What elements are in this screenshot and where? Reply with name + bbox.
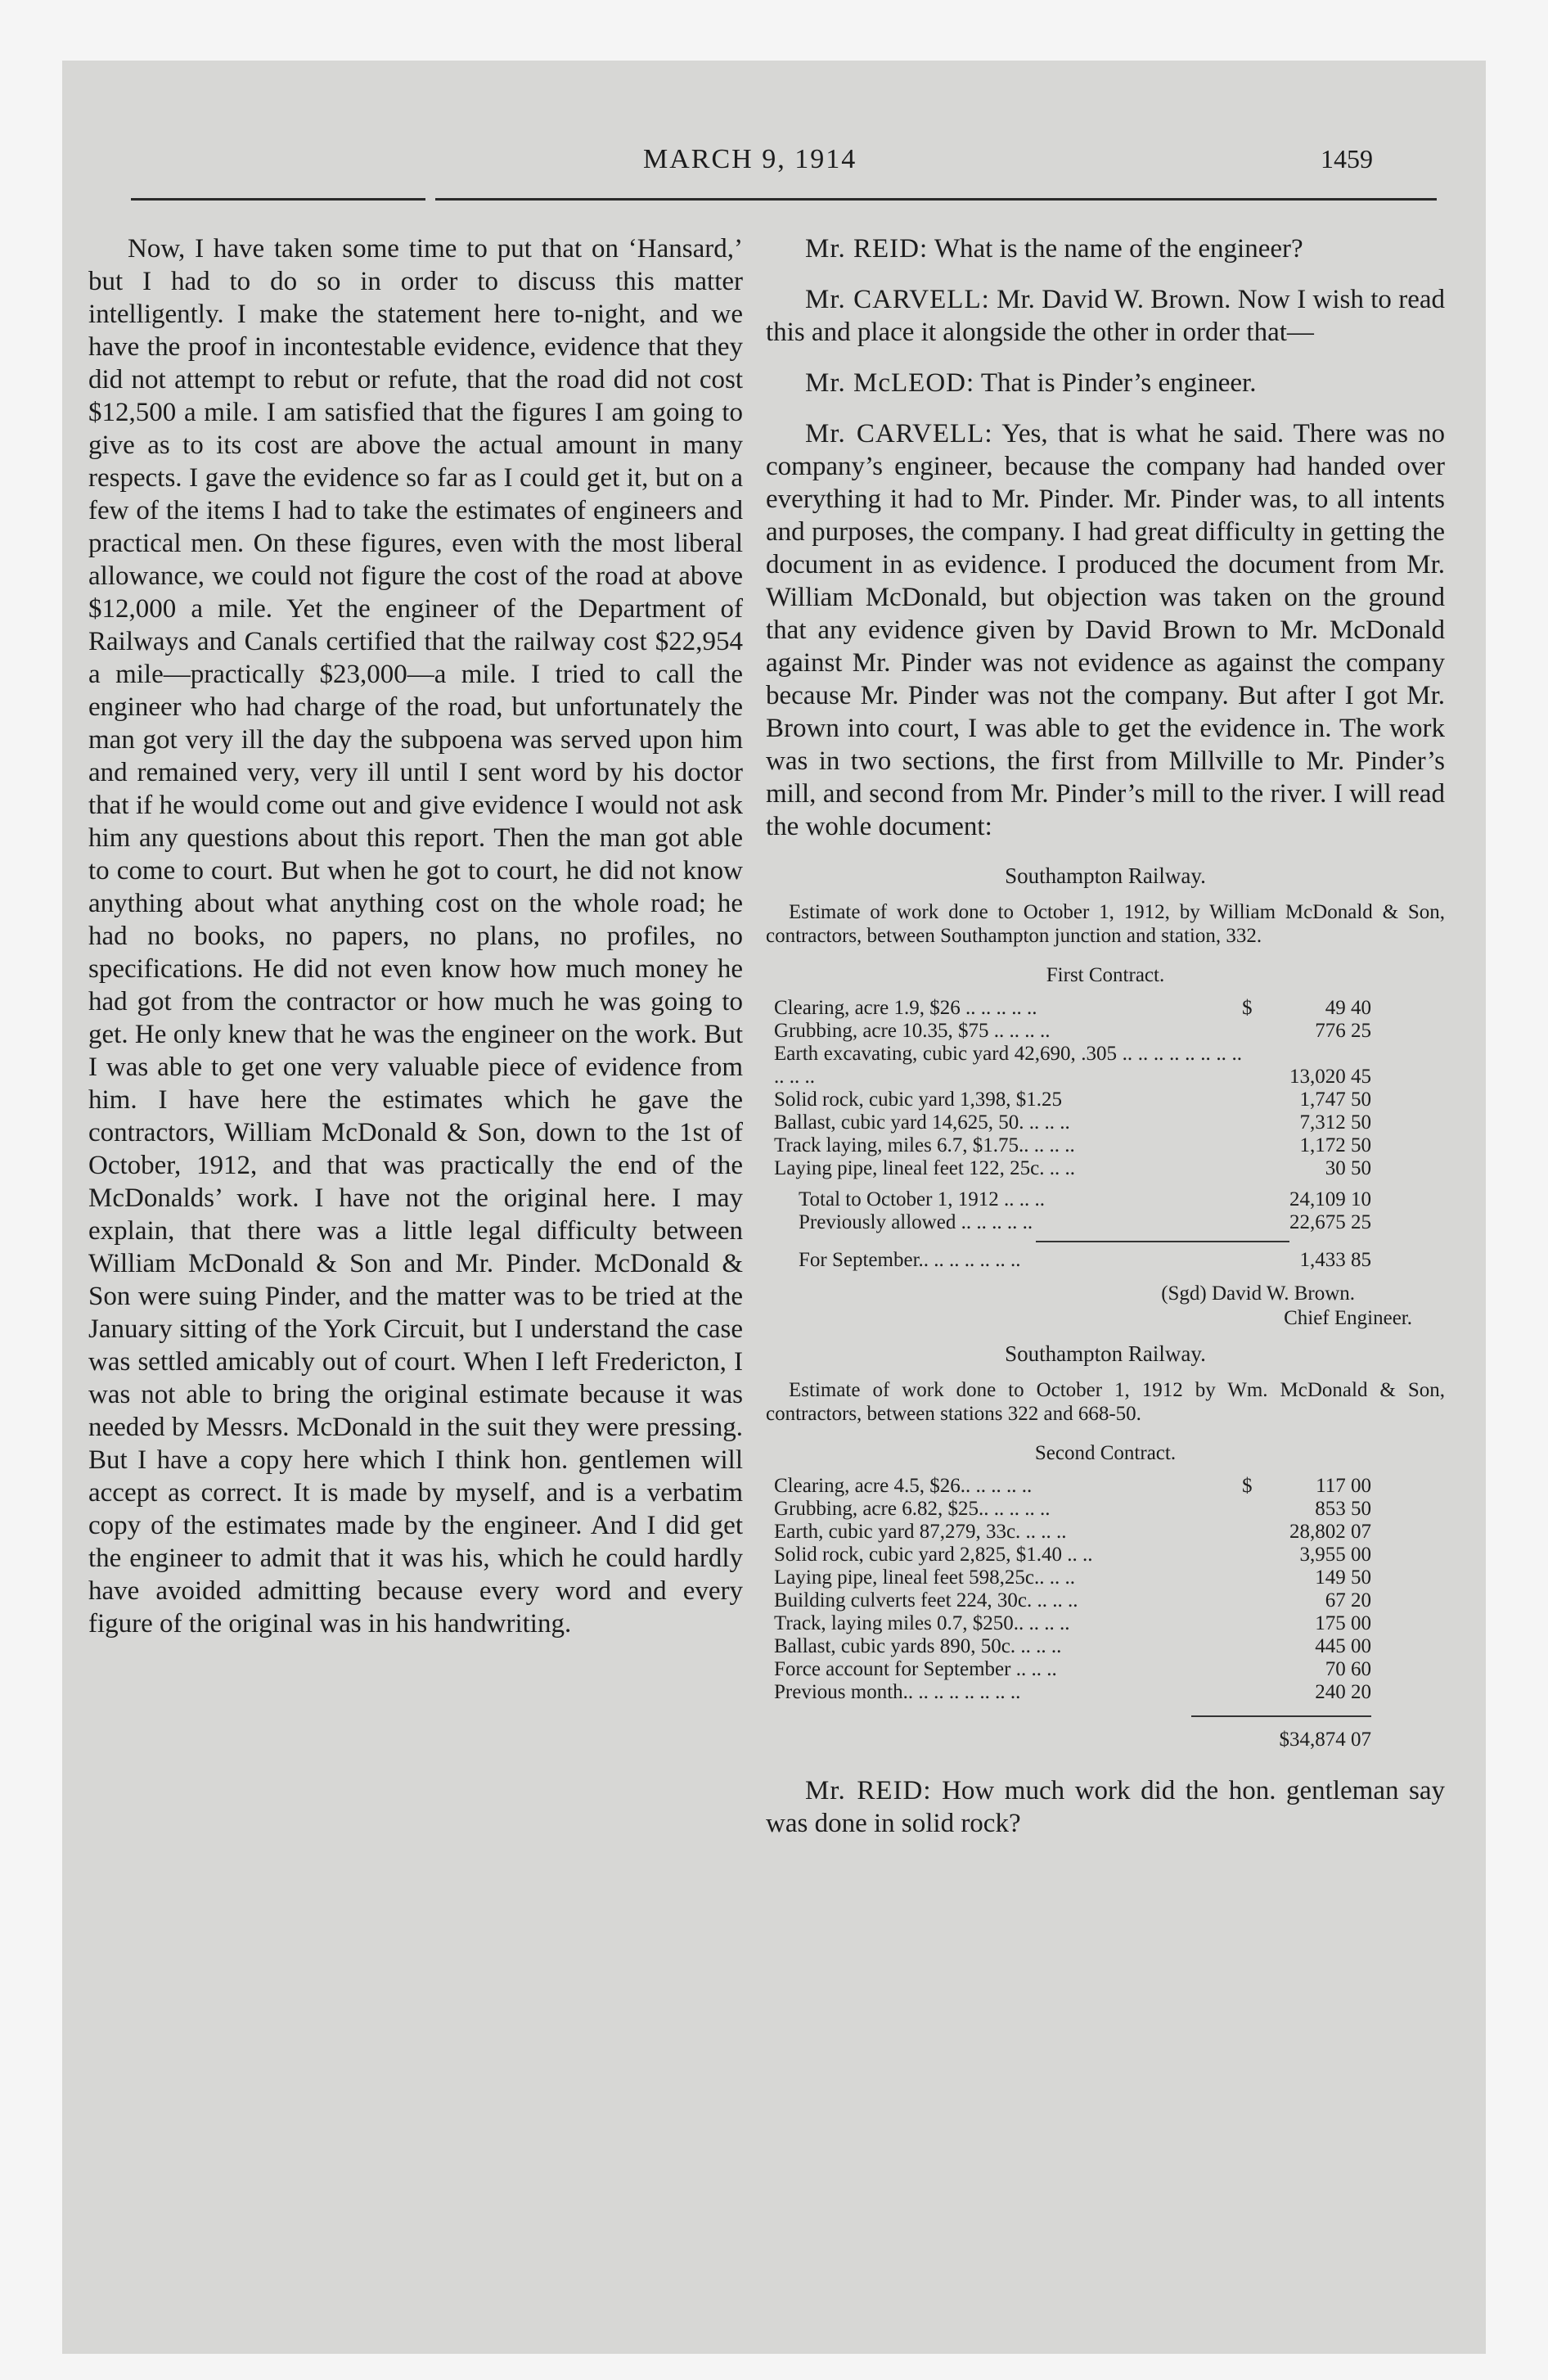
table-row [774, 1043, 1371, 1089]
speaker-name: Mr. McLEOD: [805, 368, 975, 398]
table-row [774, 1111, 1371, 1134]
september-label: For September.. .. .. .. .. .. .. [799, 1249, 1021, 1271]
item-label: Track, laying miles 0.7, $250.. .. .. .. [774, 1612, 1070, 1634]
table-row [774, 1635, 1371, 1658]
spacer [1242, 1180, 1257, 1211]
dollar-sign [1242, 1658, 1257, 1681]
exchange-carvell-2 [766, 417, 1445, 843]
item-amount: 7,312 50 [1299, 1111, 1371, 1134]
estimate-second-contract [766, 1337, 1445, 1756]
sum-divider [1036, 1241, 1289, 1242]
table-row [774, 1681, 1371, 1704]
exchange-carvell-1 [766, 283, 1445, 349]
september-amount: 1,433 85 [1299, 1249, 1371, 1271]
total-divider [1191, 1715, 1371, 1717]
item-amount: 28,802 07 [1289, 1521, 1371, 1543]
speech-text: Yes, that is what he said. There was no company’s engineer, because the company had handed over everything it had to Mr. Pinder. Mr. Pinder was, to all intents and purposes, the company. I had great difficulty in getting the document in as evidence. I produced the document from Mr. William McDonald, but objection was taken on the ground that any evidence given by David Brown to Mr. McDonald against Mr. Pinder was not evidence as against the company because Mr. Pinder was not the company. But after I got Mr. Brown into court, I was able to get the evidence in. The work was in two sections, the first from Millville to Mr. Pinder’s mill, and second from Mr. Pinder’s mill to the river. I will read the wohle document: [766, 419, 1445, 841]
table-row [774, 1498, 1371, 1521]
spacer [1242, 1249, 1257, 1272]
item-label: Ballast, cubic yards 890, 50c. .. .. .. [774, 1635, 1062, 1657]
dollar-sign [1242, 1157, 1257, 1180]
dollar-sign [1242, 1544, 1257, 1566]
dollar-sign [1242, 1635, 1257, 1658]
total-row [774, 1180, 1371, 1211]
item-label: Previous month.. .. .. .. .. .. .. .. [774, 1681, 1021, 1703]
table-row [774, 1521, 1371, 1544]
left-column [88, 232, 743, 1658]
item-label: Laying pipe, lineal feet 122, 25c. .. .. [774, 1157, 1075, 1179]
table-row [774, 1566, 1371, 1589]
speech-text: Mr. David W. Brown. Now I wish to read this and place it alongside the other in order that— [766, 285, 1445, 347]
allowed-row [774, 1211, 1371, 1234]
total-label: Total to October 1, 1912 .. .. .. [799, 1188, 1045, 1210]
exchange-reid-closing [766, 1774, 1445, 1840]
item-amount: 117 00 [1316, 1475, 1371, 1497]
speech-text: How much work did the hon. gentleman say was done in solid rock? [766, 1776, 1446, 1838]
item-label: Clearing, acre 1.9, $26 .. .. .. .. .. [774, 997, 1037, 1019]
contract-subtitle: First Contract. [1046, 964, 1165, 986]
signature-name: (Sgd) David W. Brown. [1161, 1282, 1355, 1305]
grand-total: $34,874 07 [1279, 1729, 1371, 1751]
page-number: 1459 [1321, 144, 1373, 174]
speaker-name: Mr. REID: [805, 1776, 932, 1805]
allowed-amount: 22,675 25 [1289, 1211, 1371, 1233]
table-row [774, 1020, 1371, 1043]
item-amount: 67 20 [1325, 1589, 1371, 1611]
table-row [774, 1612, 1371, 1635]
speech-text: That is Pinder’s engineer. [980, 368, 1257, 398]
item-label: Solid rock, cubic yard 2,825, $1.40 .. .. [774, 1544, 1093, 1566]
item-amount: 70 60 [1325, 1658, 1371, 1680]
dollar-sign [1242, 1566, 1257, 1589]
item-label: Ballast, cubic yard 14,625, 50. .. .. .. [774, 1111, 1070, 1134]
speaker-name: Mr. CARVELL: [805, 285, 990, 314]
speaker-name: Mr. REID: [805, 234, 929, 264]
table-row [774, 1089, 1371, 1111]
item-amount: 853 50 [1315, 1498, 1371, 1520]
item-amount: 49 40 [1325, 997, 1371, 1019]
speech-text: What is the name of the engineer? [934, 234, 1303, 264]
dollar-sign [1242, 1043, 1257, 1089]
table-row [774, 1134, 1371, 1157]
item-label: Clearing, acre 4.5, $26.. .. .. .. .. [774, 1475, 1033, 1497]
item-amount: 1,172 50 [1299, 1134, 1371, 1156]
item-label: Grubbing, acre 6.82, $25.. .. .. .. .. [774, 1498, 1051, 1520]
dollar-sign [1242, 1612, 1257, 1635]
dollar-sign [1242, 1111, 1257, 1134]
dollar-sign [1242, 1498, 1257, 1521]
exchange-mcleod [766, 367, 1445, 399]
speech-paragraph: Now, I have taken some time to put that on ‘Hansard,’ but I had to do so in order to discuss this matter intelligently. I make the statement here to-night, and we have the proof in incontestable evidence, evidence that they did not attempt to rebut or refute, that the road did not cost $12,500 a mile. I am satisfied that the figures I am going to give as to its cost are above the actual amount in many respects. I gave the evidence so far as I could get it, but on a few of the items I had to take the estimates of engineers and practical men. On these figures, even with the most liberal allowance, we could not figure the cost of the road at above $12,000 a mile. Yet the engineer of the Department of Railways and Canals certified that the railway cost $22,954 a mile—practically $23,000—a mile. I tried to call the engineer who had charge of the road, but unfortunately the man got very ill the day the subpoena was served upon him and remained very, very ill until I sent word by his doctor that if he would come out and give evidence I would not ask him any questions about this report. Then the man got able to come to court. But when he got to court, he did not know anything about what anything cost on the whole road; he had no books, no papers, no plans, no profiles, no specifications. He did not even know how much money he had got from the contractor or how much he was going to get. He only knew that he was the engineer on the work. But I was able to get one very valuable piece of evidence from him. I have here the estimates which he gave the contractors, William McDonald & Son, down to the 1st of October, 1912, and that was practically the end of the McDonalds’ work. I have not the original here. I may explain, that there was a little legal difficulty between William McDonald & Son and Mr. Pinder. McDonald & Son were suing Pinder, and the matter was to be tried at the January sitting of the York Circuit, but I understand the case was settled amicably out of court. When I left Fredericton, I was not able to bring the original estimate because it was needed by Messrs. McDonald in the suit they were pressing. But I have a copy here which I think hon. gentlemen will accept as correct. It is made by myself, and is a verbatim copy of the estimates made by the engineer. And I did get the engineer to admit that it was his, which he could hardly have avoided admitting because every word and every figure of the original was in his handwriting. [88, 234, 743, 1639]
estimate-title: Southampton Railway. [1005, 1341, 1206, 1366]
header-date: MARCH 9, 1914 [643, 144, 857, 174]
estimate-title: Southampton Railway. [1005, 863, 1206, 888]
signature-block [766, 1282, 1412, 1331]
item-amount: 149 50 [1315, 1566, 1371, 1589]
estimate-description: Estimate of work done to October 1, 1912, by William McDonald & Son, contractors, between Southampton junction and station, 332. [766, 901, 1445, 947]
allowed-label: Previously allowed .. .. .. .. .. [799, 1211, 1033, 1233]
estimate-table [774, 997, 1371, 1234]
item-label: Solid rock, cubic yard 1,398, $1.25 [774, 1089, 1063, 1111]
item-label: Grubbing, acre 10.35, $75 .. .. .. .. [774, 1020, 1051, 1042]
page-header [62, 139, 1486, 188]
dollar-sign [1242, 1589, 1257, 1612]
table-row [774, 1544, 1371, 1566]
dollar-sign [1242, 1681, 1257, 1704]
dollar-sign: $ [1242, 1475, 1253, 1497]
signature-title: Chief Engineer. [1284, 1307, 1412, 1329]
total-amount: 24,109 10 [1289, 1188, 1371, 1210]
item-label: Force account for September .. .. .. [774, 1658, 1057, 1680]
contract-subtitle: Second Contract. [1034, 1442, 1177, 1464]
dollar-sign [1242, 1020, 1257, 1043]
dollar-sign: $ [1242, 997, 1253, 1019]
estimate-first-contract [766, 859, 1445, 1331]
table-row [774, 1157, 1371, 1180]
item-amount: 776 25 [1315, 1020, 1371, 1042]
document-page [62, 61, 1486, 2354]
speaker-name: Mr. CARVELL: [805, 419, 993, 449]
table-row [774, 1589, 1371, 1612]
estimate-table [774, 1475, 1371, 1704]
spacer [1242, 1211, 1257, 1234]
item-label: Building culverts feet 224, 30c. .. .. .. [774, 1589, 1078, 1611]
september-table [774, 1249, 1371, 1272]
header-rule-right [435, 198, 1437, 201]
item-amount: 1,747 50 [1299, 1089, 1371, 1111]
dollar-sign [1242, 1134, 1257, 1157]
item-label: Laying pipe, lineal feet 598,25c.. .. .. [774, 1566, 1075, 1589]
estimate-description: Estimate of work done to October 1, 1912 by Wm. McDonald & Son, contractors, between stations 322 and 668-50. [766, 1379, 1445, 1425]
right-column [766, 232, 1445, 1858]
item-amount: 3,955 00 [1299, 1544, 1371, 1566]
item-amount: 30 50 [1325, 1157, 1371, 1179]
item-amount: 240 20 [1315, 1681, 1371, 1703]
exchange-reid [766, 232, 1445, 265]
table-row [774, 1475, 1371, 1498]
header-rule-left [131, 198, 425, 201]
table-row [774, 1658, 1371, 1681]
item-label: Track laying, miles 6.7, $1.75.. .. .. .. [774, 1134, 1075, 1156]
dollar-sign [1242, 1521, 1257, 1544]
item-amount: 13,020 45 [1289, 1066, 1371, 1088]
item-label: Earth excavating, cubic yard 42,690, .305 .. .. .. .. .. .. .. .. .. .. .. [774, 1043, 1242, 1088]
item-label: Earth, cubic yard 87,279, 33c. .. .. .. [774, 1521, 1067, 1543]
september-row [774, 1249, 1371, 1272]
dollar-sign [1242, 1089, 1257, 1111]
item-amount: 175 00 [1315, 1612, 1371, 1634]
table-row [774, 997, 1371, 1020]
item-amount: 445 00 [1315, 1635, 1371, 1657]
